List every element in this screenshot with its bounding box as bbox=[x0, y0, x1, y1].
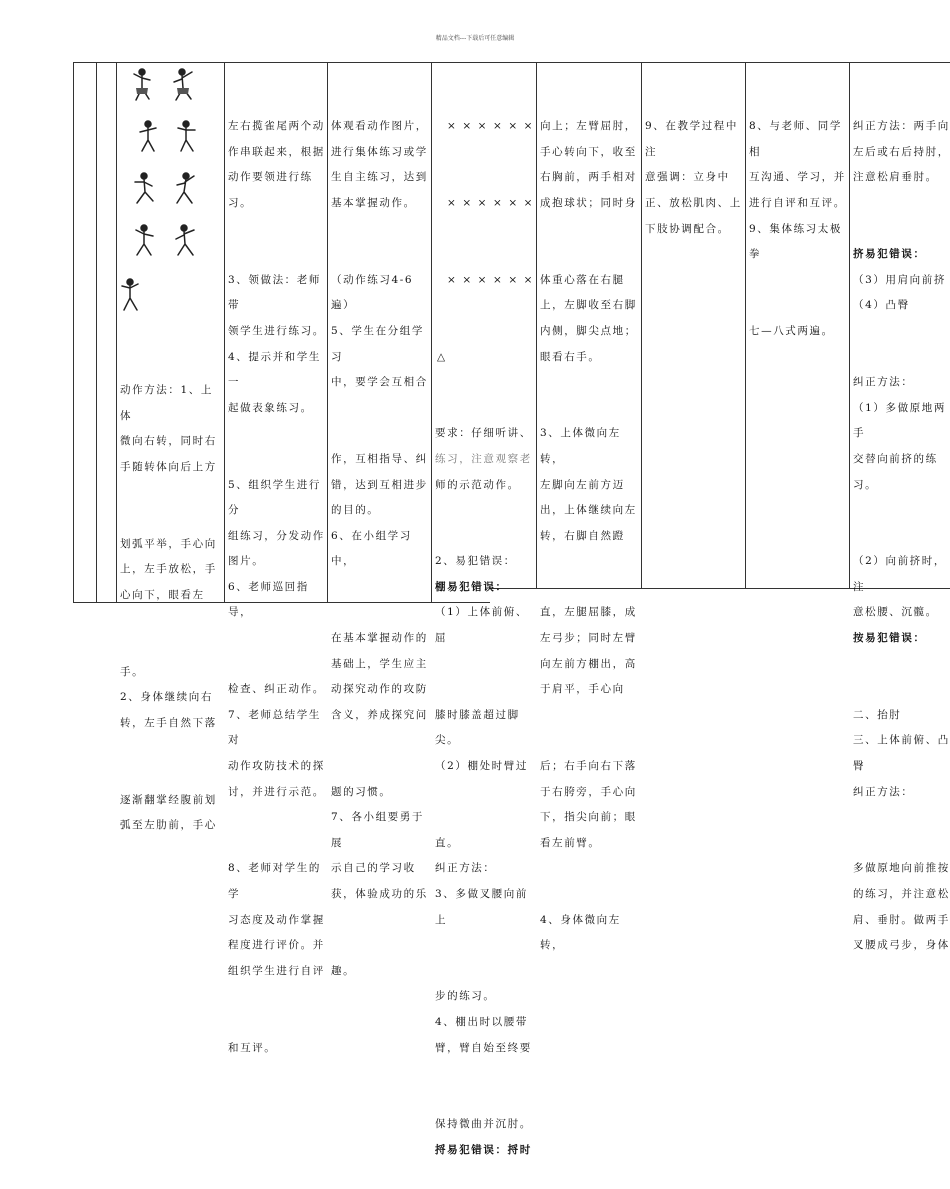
page-header: 精品文档---下载后可任意编辑 bbox=[435, 35, 515, 42]
column-divider bbox=[849, 62, 850, 588]
text-line: 交替向前挤的练 bbox=[853, 452, 938, 465]
text-line: （1）多做原地两手 bbox=[853, 401, 946, 440]
text-line: 于肩平，手心向 bbox=[540, 683, 625, 696]
text-line: 体观看动作图片， bbox=[331, 120, 428, 133]
figure-icon bbox=[136, 225, 153, 255]
text-line: 趣。 bbox=[331, 964, 356, 977]
text-line: 含义，养成探究问 bbox=[331, 708, 428, 721]
text-line: （2）向前挤时，注 bbox=[853, 555, 946, 593]
text-line: 注意松肩垂肘。 bbox=[853, 171, 938, 184]
text-line: 心向下，眼看左 bbox=[120, 588, 205, 601]
text-line: 习态度及动作掌握 bbox=[228, 913, 325, 926]
text-line: 直。 bbox=[435, 836, 460, 849]
text-line: 动作要领进行练 bbox=[228, 171, 313, 184]
text-line: 基础上，学生应主 bbox=[331, 657, 428, 670]
column-divider bbox=[641, 62, 642, 588]
text-line: 捋易犯错误：捋时 bbox=[435, 1143, 532, 1156]
text-line: 程度进行评价。并 bbox=[228, 939, 325, 952]
text-line: 手随转体向后上方 bbox=[120, 460, 217, 473]
text-line: 肩、垂肘。做两手 bbox=[853, 913, 950, 926]
text-line: 向左前方棚出，高 bbox=[540, 657, 637, 670]
text-line: 臂，臂自始至终要 bbox=[435, 1041, 532, 1054]
text-line: 棚易犯错误： bbox=[435, 580, 508, 593]
text-line: 划弧平举，手心向 bbox=[120, 537, 217, 550]
text-line: 上，左手放松，手 bbox=[120, 563, 217, 576]
text-line: 7、各小组要勇于展 bbox=[331, 811, 424, 849]
text-line: 挤易犯错误： bbox=[853, 248, 926, 261]
text-line: 看左前臂。 bbox=[540, 836, 601, 849]
text-line: 起做表象练习。 bbox=[228, 401, 313, 414]
text-line: 3、多做叉腰向前上 bbox=[435, 888, 528, 926]
text-line: 尖。 bbox=[435, 734, 460, 747]
text-line: 习。 bbox=[228, 196, 253, 209]
text-line: 在基本掌握动作的 bbox=[331, 632, 428, 645]
text-line: 左后或右后持肘， bbox=[853, 145, 950, 158]
text-line: 下，指尖向前；眼 bbox=[540, 811, 637, 824]
text-line: 直，左腿屈膝，成 bbox=[540, 606, 637, 619]
text-line: 纠正方法： bbox=[435, 862, 496, 875]
text-line: 成抱球状；同时身 bbox=[540, 196, 637, 209]
text-line: 意强调：立身中 bbox=[645, 171, 730, 184]
text-line: 纠正方法： bbox=[853, 785, 914, 798]
text-line: 讨，并进行示范。 bbox=[228, 785, 325, 798]
text-line: 习。 bbox=[853, 478, 878, 491]
text-line: 互沟通、学习，并 bbox=[749, 171, 846, 184]
column-student-evaluation bbox=[749, 63, 849, 370]
text-line: （2）棚处时臂过 bbox=[435, 760, 528, 773]
figure-icon bbox=[177, 173, 194, 203]
text-line: 纠正方法：两手向 bbox=[853, 120, 950, 133]
text-line: 内侧，脚尖点地； bbox=[540, 324, 637, 337]
text-line: 右胸前，两手相对 bbox=[540, 171, 637, 184]
text-line: 按易犯错误： bbox=[853, 632, 926, 645]
text-line: 后；右手向右下落 bbox=[540, 760, 637, 773]
text-line: 转，左手自然下落 bbox=[120, 716, 217, 729]
text-line: 步的练习。 bbox=[435, 990, 496, 1003]
text-line: 左脚向左前方迈 bbox=[540, 478, 625, 491]
text-line: 七—八式两遍。 bbox=[749, 324, 834, 337]
tai-chi-figures bbox=[120, 66, 220, 316]
text-line: 2、身体继续向右 bbox=[120, 691, 213, 704]
text-line: 练习，注意观察老 bbox=[435, 452, 532, 465]
formation-row: × × × × × × bbox=[447, 120, 535, 133]
text-line: 多做原地向前推按 bbox=[853, 862, 950, 875]
text-line: 9、在教学过程中注 bbox=[645, 120, 738, 158]
text-line: 检查、纠正动作。 bbox=[228, 683, 325, 696]
text-line: 题的习惯。 bbox=[331, 785, 392, 798]
formation-row: × × × × × × bbox=[447, 273, 535, 286]
text-line: 上，左脚收至右脚 bbox=[540, 299, 637, 312]
column-divider bbox=[224, 62, 225, 602]
figure-icon bbox=[135, 173, 153, 203]
text-line: 左弓步；同时左臂 bbox=[540, 632, 637, 645]
text-line: 二、抬肘 bbox=[853, 708, 902, 721]
text-line: （3）用肩向前挤 bbox=[853, 273, 946, 286]
text-line: 基本掌握动作。 bbox=[331, 196, 416, 209]
text-line: 4、身体微向左转， bbox=[540, 913, 621, 952]
text-line: 8、老师对学生的学 bbox=[228, 862, 321, 900]
text-line: 5、学生在分组学习 bbox=[331, 324, 424, 363]
column-organization bbox=[435, 63, 536, 1189]
text-line: 组练习，分发动作 bbox=[228, 529, 325, 542]
text-line: 下肢协调配合。 bbox=[645, 222, 730, 235]
text-line: 转，右脚自然蹬 bbox=[540, 529, 625, 542]
figure-icon bbox=[134, 69, 150, 100]
text-line: 膝时膝盖超过脚 bbox=[435, 708, 520, 721]
text-line: 的练习，并注意松 bbox=[853, 888, 950, 900]
text-line: 手心转向下，收至 bbox=[540, 145, 637, 158]
column-divider bbox=[536, 62, 537, 588]
teacher-mark: △ bbox=[437, 350, 447, 363]
column-divider bbox=[116, 62, 117, 602]
text-line: 遍） bbox=[331, 299, 356, 312]
text-line: 叉腰成弓步，身体 bbox=[853, 939, 950, 952]
column-divider bbox=[431, 62, 432, 602]
text-line: 动探究动作的攻防 bbox=[331, 683, 428, 696]
figure-icon bbox=[140, 121, 156, 151]
text-line: 中，要学会互相合 bbox=[331, 376, 428, 389]
text-line: 向上；左臂屈肘， bbox=[540, 120, 637, 133]
text-line: 3、领做法：老师带 bbox=[228, 273, 321, 312]
text-line: 7、老师总结学生对 bbox=[228, 708, 321, 747]
column-student-activities bbox=[331, 63, 431, 1010]
text-line: 进行集体练习或学 bbox=[331, 145, 428, 158]
figure-icon bbox=[174, 69, 192, 100]
text-line: 的目的。 bbox=[331, 504, 380, 517]
text-line: 4、棚出时以腰带 bbox=[435, 1015, 528, 1028]
text-line: 2、易犯错误： bbox=[435, 555, 516, 568]
text-line: 体重心落在右腿 bbox=[540, 273, 625, 286]
text-line: 错，达到互相进步 bbox=[331, 478, 428, 491]
text-line: （动作练习4-6 bbox=[331, 273, 414, 286]
figure-icon bbox=[122, 279, 138, 310]
text-line: 4、提示并和学生一 bbox=[228, 350, 321, 389]
column-method-text bbox=[120, 327, 224, 864]
text-line: 三、上体前俯、凸 bbox=[853, 734, 950, 747]
text-line: 5、组织学生进行分 bbox=[228, 478, 321, 517]
text-line: 作，互相指导、纠 bbox=[331, 452, 428, 465]
formation-row: × × × × × × bbox=[447, 196, 535, 209]
text-line: 8、与老师、同学相 bbox=[749, 120, 842, 158]
text-line: 动作攻防技术的探 bbox=[228, 760, 325, 773]
text-line: 左右揽雀尾两个动 bbox=[228, 120, 325, 133]
column-movement-method bbox=[540, 63, 641, 984]
text-line: 9、集体练习太极拳 bbox=[749, 222, 842, 261]
text-line: 组织学生进行自评 bbox=[228, 964, 325, 977]
text-line: 动作方法：1、上体 bbox=[120, 384, 213, 422]
text-line: 臀 bbox=[853, 760, 866, 773]
text-line: 纠正方法： bbox=[853, 376, 914, 389]
column-divider bbox=[73, 62, 74, 602]
text-line: 和互评。 bbox=[228, 1041, 277, 1054]
text-line: 获，体验成功的乐 bbox=[331, 888, 428, 900]
column-divider bbox=[96, 62, 97, 602]
column-divider bbox=[745, 62, 746, 588]
text-line: 图片。 bbox=[228, 555, 265, 568]
text-line: 示自己的学习收 bbox=[331, 862, 416, 875]
text-line: 眼看右手。 bbox=[540, 350, 601, 363]
text-line: 手。 bbox=[120, 665, 145, 678]
text-line: 意松腰、沉髋。 bbox=[853, 606, 938, 619]
text-line: 逐渐翻掌经腹前划 bbox=[120, 793, 217, 806]
column-corrections bbox=[853, 63, 950, 984]
text-line: 弧至左肋前，手心 bbox=[120, 819, 217, 832]
text-line: 出，上体继续向左 bbox=[540, 504, 637, 517]
text-line: 3、上体微向左转， bbox=[540, 427, 621, 465]
text-line: （1）上体前俯、屈 bbox=[435, 606, 528, 645]
text-line: （4）凸臀 bbox=[853, 299, 910, 312]
text-line: 微向右转，同时右 bbox=[120, 435, 217, 448]
text-line: 于右胯旁，手心向 bbox=[540, 785, 637, 798]
figure-icon bbox=[176, 225, 194, 255]
text-line: 正、放松肌肉、上 bbox=[645, 196, 742, 209]
text-line: 保持微曲并沉肘。 bbox=[435, 1118, 532, 1131]
column-divider bbox=[327, 62, 328, 602]
text-line: 领学生进行练习。 bbox=[228, 324, 325, 337]
column-teaching-notes bbox=[645, 63, 745, 268]
text-line: 6、老师巡回指导， bbox=[228, 580, 309, 619]
text-line: 进行自评和互评。 bbox=[749, 196, 846, 209]
text-line: 作串联起来，根据 bbox=[228, 145, 325, 158]
text-line: 要求：仔细听讲、 bbox=[435, 427, 532, 440]
figure-icon bbox=[178, 121, 195, 151]
column-teacher-activities bbox=[228, 63, 327, 1087]
text-line: 师的示范动作。 bbox=[435, 478, 520, 491]
text-line: 生自主练习，达到 bbox=[331, 171, 428, 184]
text-line: 6、在小组学习中， bbox=[331, 529, 412, 568]
